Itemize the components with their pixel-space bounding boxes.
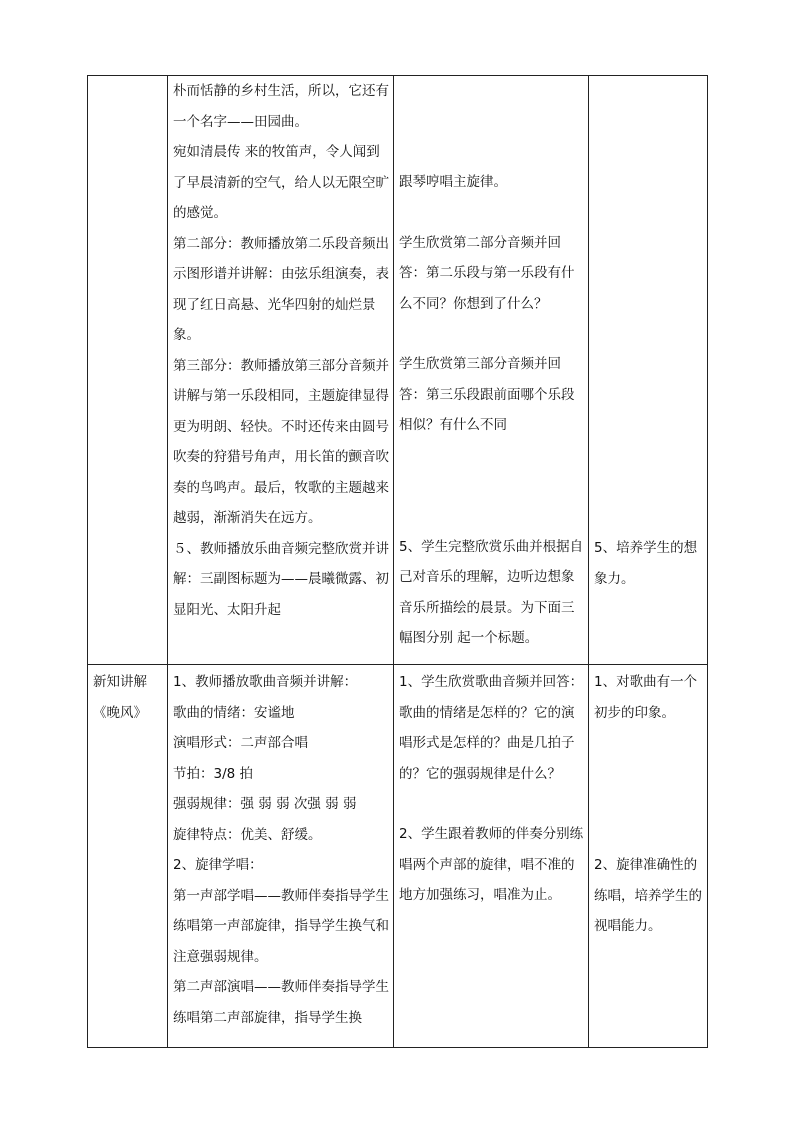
teacher-text: 演唱形式：二声部合唱 [173,735,308,751]
section-title: 新知讲解 [93,674,147,690]
spacer [594,728,703,850]
purpose-text: 5、培养学生的想象力。 [594,540,698,587]
teacher-text: 歌曲的情绪：安谧地 [173,704,295,721]
student-text: 学生欣赏第二部分音频并回答：第二乐段与第一乐段有什么不同？你想到了什么？ [399,234,575,312]
row1-teacher-activity-cell [168,76,394,665]
student-text: 学生欣赏第三部分音频并回答：第三乐段跟前面哪个乐段相似？有什么不同 [399,356,575,433]
row2-purpose-cell [589,665,708,1048]
teacher-text: 第二部分：教师播放第二乐段音频出示图形谱并讲解：由弦乐组演奏，表现了红日高悬、光华四射的灿烂景象。 [173,235,389,343]
spacer [399,198,584,228]
teacher-text: 宛如清晨传 来的牧笛声，令人闻到了早晨清新的空气，给人以无限空旷的感觉。 [173,144,389,221]
student-text: 跟琴哼唱主旋律。 [399,174,507,190]
spacer [399,441,584,532]
student-text: 2、学生跟着教师的伴奏分别练唱两个声部的旋律，唱不准的地方加强练习，唱准为止。 [399,826,584,903]
table-row [88,76,708,665]
spacer [399,319,584,349]
row2-student-activity-cell [394,665,589,1048]
table-row [88,665,708,1048]
teacher-text: 旋律特点：优美、舒缓。 [173,826,322,843]
row1-section-cell [88,76,168,665]
teacher-text: 朴而恬静的乡村生活，所以，它还有一个名字——田园曲。 [173,83,389,130]
teacher-text: 第二声部演唱——教师伴奏指导学生练唱第二声部旋律，指导学生换 [173,979,389,1026]
spacer [594,76,703,533]
row1-student-activity-cell [394,76,589,665]
row1-purpose-cell [589,76,708,665]
teacher-text: ５、教师播放乐曲音频完整欣赏并讲解：三副图标题为——晨曦微露、初显阳光、太阳升起 [173,540,389,618]
row2-section-cell [88,665,168,1048]
teacher-text: 节拍：3/8 拍 [173,765,254,782]
row2-teacher-activity-cell [168,665,394,1048]
spacer [399,76,584,167]
teacher-text: 强弱规律：强 弱 弱 次强 弱 弱 [173,796,357,812]
lesson-plan-table [87,75,708,1048]
purpose-text: 1、对歌曲有一个初步的印象。 [594,674,698,721]
section-song-title: 《晚风》 [93,704,147,721]
student-text: 5、学生完整欣赏乐曲并根据自己对音乐的理解，边听边想象音乐所描绘的晨景。为下面三幅图分别 起一个标题。 [399,538,584,646]
purpose-text: 2、旋律准确性的练唱，培养学生的视唱能力。 [594,857,702,934]
teacher-text: 2、旋律学唱： [173,857,263,873]
teacher-text: 第三部分：教师播放第三部分音频并讲解与第一乐段相同，主题旋律显得更为明朗、轻快。不时还传来由圆号吹奏的狩猎号角声，用长笛的颤音吹奏的鸟鸣声。最后，牧歌的主题越来越弱，渐渐消失在远方。 [173,357,389,526]
student-text: 1、学生欣赏歌曲音频并回答：歌曲的情绪是怎样的？它的演唱形式是怎样的？曲是几拍子的？它的强弱规律是什么？ [399,674,584,782]
spacer [399,789,584,819]
teacher-text: 1、教师播放歌曲音频并讲解： [173,674,358,690]
teacher-text: 第一声部学唱——教师伴奏指导学生练唱第一声部旋律，指导学生换气和注意强弱规律。 [173,887,389,965]
